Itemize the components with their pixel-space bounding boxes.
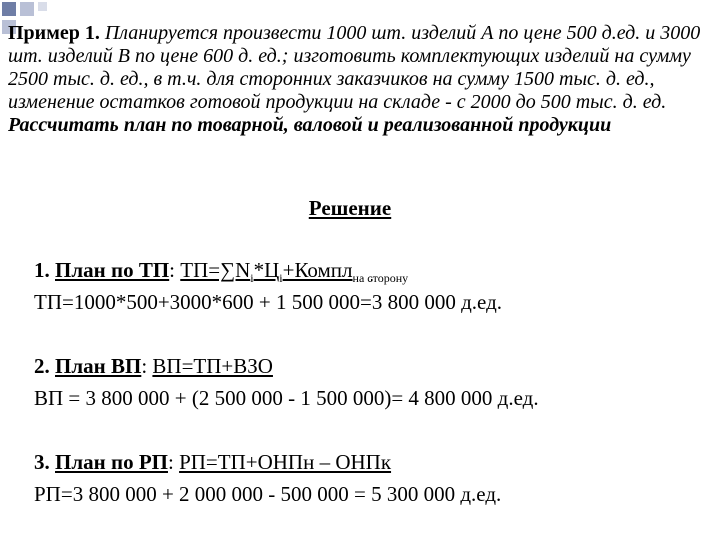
step-heading: План ВП (55, 354, 142, 378)
step-colon: : (167, 450, 180, 474)
solution-title: Решение (308, 196, 392, 220)
decorative-square (2, 2, 16, 16)
problem-lead: Пример 1. (8, 22, 100, 44)
step-calculation: РП=3 800 000 + 2 000 000 - 500 000 = 5 300 000 д.ед. (34, 482, 502, 506)
step-heading: План по ТП (55, 258, 170, 282)
decorative-square (20, 2, 34, 16)
step-1 (34, 254, 704, 318)
formula-subscript: i (279, 271, 283, 286)
step-heading: План по РП (55, 450, 168, 474)
problem-statement (8, 22, 712, 137)
step-formula: РП=ТП+ОНПн – ОНПк (179, 450, 392, 474)
formula-subscript: на сторону (352, 271, 409, 286)
step-number: 3. (34, 450, 50, 474)
step-formula (180, 258, 409, 286)
step-calculation: ВП = 3 800 000 + (2 500 000 - 1 500 000)= 4 800 000 д.ед. (34, 386, 539, 410)
step-3 (34, 446, 704, 510)
step-colon: : (169, 258, 181, 282)
formula-part: +Компл (282, 258, 353, 282)
step-calculation: ТП=1000*500+3000*600 + 1 500 000=3 800 000 д.ед. (34, 290, 503, 314)
decorative-square (38, 2, 47, 11)
step-colon: : (141, 354, 153, 378)
problem-task: Рассчитать план по товарной, валовой и реализованной продукции (8, 114, 612, 136)
step-formula: ВП=ТП+ВЗО (152, 354, 273, 378)
formula-subscript: i (250, 271, 254, 286)
step-number: 2. (34, 354, 50, 378)
step-number: 1. (34, 258, 50, 282)
formula-part: *Ц (253, 258, 280, 282)
formula-part: ТП=∑N (180, 258, 251, 282)
step-2 (34, 350, 704, 414)
problem-text: Планируется произвести 1000 шт. изделий А по цене 500 д.ед. и 3000 шт. изделий В по цене 600 д. ед.; изготовить комплектующих изделий на сумму 2500 тыс. д. ед., в т.ч. для сторонних заказчиков на сумму 1500 тыс. д. ед., изменение остатков готовой продукции на складе - с 2000 до 500 тыс. д. ед. (8, 22, 701, 113)
